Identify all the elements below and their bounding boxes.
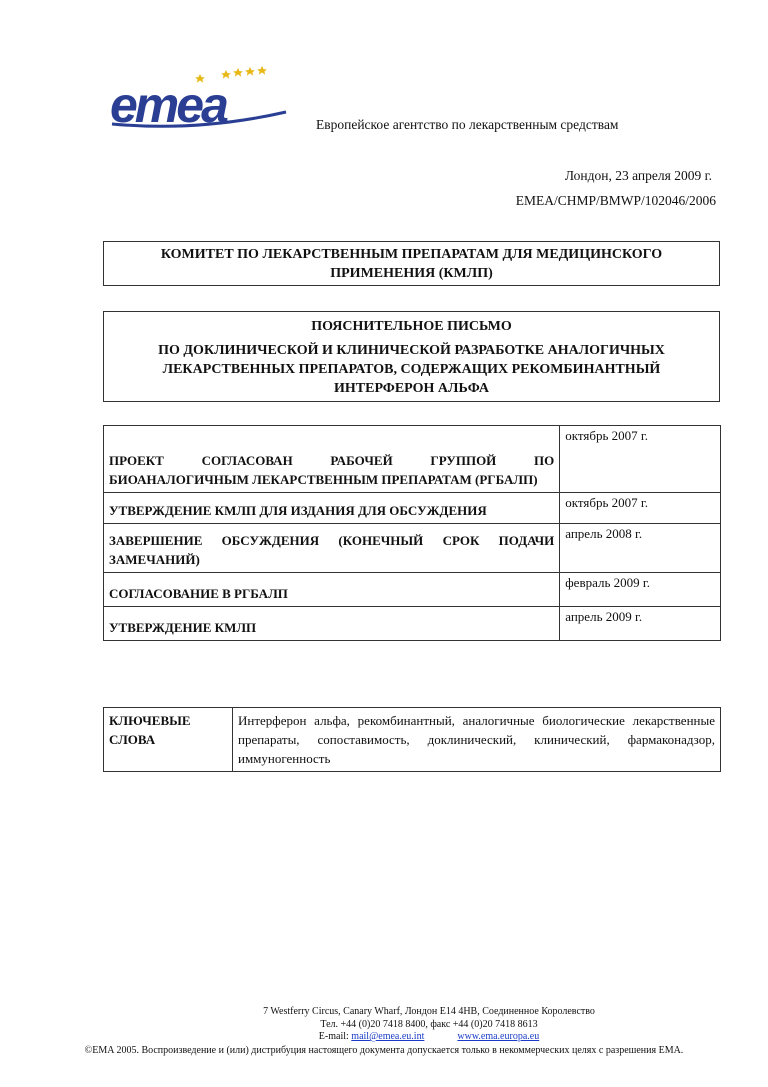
committee-line-2: ПРИМЕНЕНИЯ (КМЛП) bbox=[330, 266, 493, 281]
step-label: УТВЕРЖДЕНИЕ КМЛП bbox=[104, 607, 560, 641]
table-row bbox=[104, 426, 721, 493]
title-line-3: ЛЕКАРСТВЕННЫХ ПРЕПАРАТОВ, СОДЕРЖАЩИХ РЕКОМБИНАНТНЫЙ bbox=[162, 362, 661, 377]
step-label: ПРОЕКТ СОГЛАСОВАН РАБОЧЕЙ ГРУППОЙ ПО БИОАНАЛОГИЧНЫМ ЛЕКАРСТВЕННЫМ ПРЕПАРАТАМ (РГБАЛП) bbox=[104, 426, 560, 493]
table-row bbox=[104, 493, 721, 524]
city-date: Лондон, 23 апреля 2009 г. bbox=[564, 168, 712, 183]
step-date: февраль 2009 г. bbox=[560, 573, 721, 607]
table-row bbox=[104, 607, 721, 641]
footer-contacts bbox=[45, 1031, 768, 1042]
logo-wordmark: emea bbox=[110, 77, 226, 133]
footer-phone: Тел. +44 (0)20 7418 8400, факс +44 (0)20 7418 8613 bbox=[320, 1019, 538, 1030]
email-label: E-mail: bbox=[318, 1031, 349, 1042]
keywords-table bbox=[103, 707, 721, 772]
email-link[interactable]: mail@emea.eu.int bbox=[351, 1031, 425, 1042]
step-label: ЗАВЕРШЕНИЕ ОБСУЖДЕНИЯ (КОНЕЧНЫЙ СРОК ПОДАЧИ ЗАМЕЧАНИЙ) bbox=[104, 524, 560, 573]
step-date: октябрь 2007 г. bbox=[560, 493, 721, 524]
keywords-text: Интерферон альфа, рекомбинантный, аналогичные биологические лекарственные препараты, сопоставимость, доклинический, клинический, фармаконадзор, иммуногенность bbox=[233, 708, 721, 772]
agency-name: Европейское агентство по лекарственным средствам bbox=[316, 117, 619, 132]
step-date: апрель 2008 г. bbox=[560, 524, 721, 573]
document-reference: EMEA/CHMP/BMWP/102046/2006 bbox=[515, 193, 716, 208]
committee-line-1: КОМИТЕТ ПО ЛЕКАРСТВЕННЫМ ПРЕПАРАТАМ ДЛЯ МЕДИЦИНСКОГО bbox=[160, 247, 663, 262]
table-row bbox=[104, 708, 721, 772]
title-line-4: ИНТЕРФЕРОН АЛЬФА bbox=[334, 381, 489, 396]
table-row bbox=[104, 524, 721, 573]
table-row bbox=[104, 573, 721, 607]
committee-box bbox=[103, 241, 720, 286]
website-link[interactable]: www.ema.europa.eu bbox=[457, 1031, 540, 1042]
emea-logo bbox=[108, 66, 298, 134]
timeline-table bbox=[103, 425, 721, 641]
step-label: УТВЕРЖДЕНИЕ КМЛП ДЛЯ ИЗДАНИЯ ДЛЯ ОБСУЖДЕНИЯ bbox=[104, 493, 560, 524]
step-date: октябрь 2007 г. bbox=[560, 426, 721, 493]
footer-address: 7 Westferry Circus, Canary Wharf, Лондон E14 4HB, Соединенное Королевство bbox=[263, 1006, 595, 1017]
footer-copyright: ©EMA 2005. Воспроизведение и (или) дистрибуция настоящего документа допускается только в некоммерческих целях с разрешения EMA. bbox=[84, 1045, 684, 1056]
keywords-label: КЛЮЧЕВЫЕ СЛОВА bbox=[104, 708, 233, 772]
step-label: СОГЛАСОВАНИЕ В РГБАЛП bbox=[104, 573, 560, 607]
step-date: апрель 2009 г. bbox=[560, 607, 721, 641]
title-line-2: ПО ДОКЛИНИЧЕСКОЙ И КЛИНИЧЕСКОЙ РАЗРАБОТКЕ АНАЛОГИЧНЫХ bbox=[158, 343, 665, 358]
title-line-1: ПОЯСНИТЕЛЬНОЕ ПИСЬМО bbox=[311, 319, 512, 334]
title-box bbox=[103, 311, 720, 402]
